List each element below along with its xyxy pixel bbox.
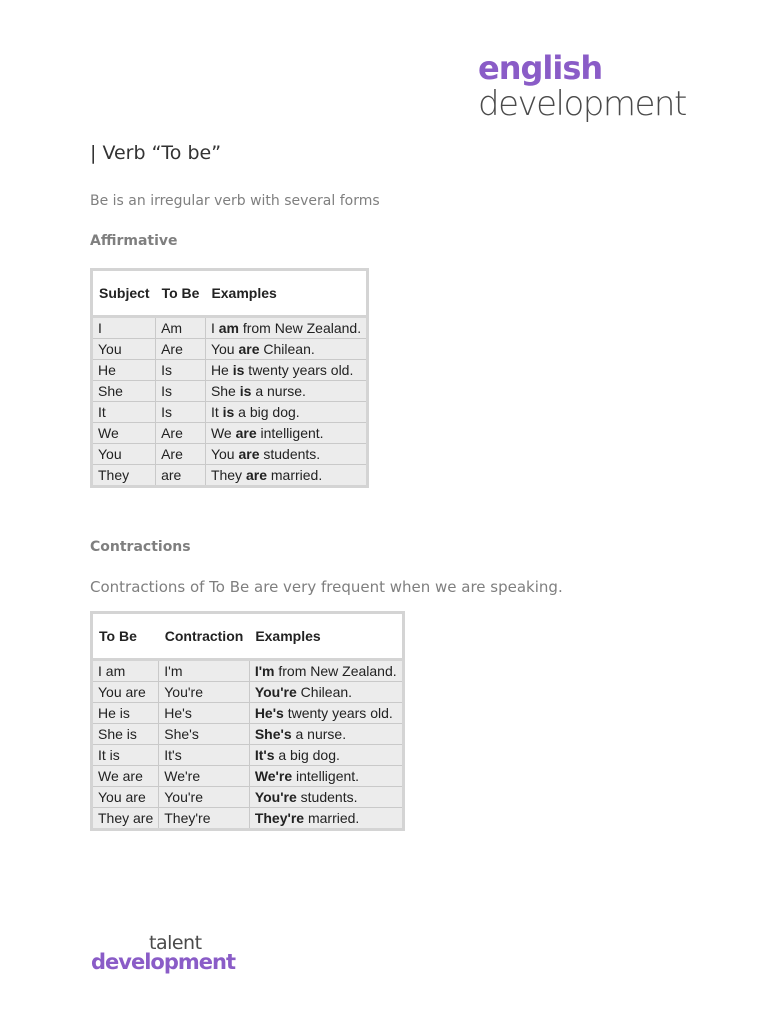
cell-example: [205, 402, 367, 423]
example-contraction: He's: [254, 705, 284, 721]
page-title: | Verb “To be”: [90, 142, 222, 164]
example-verb: are: [235, 425, 257, 441]
table-header-row: [92, 613, 404, 660]
cell-contraction: You're: [159, 682, 250, 703]
table-row: [92, 465, 368, 487]
column-header-examples: Examples: [205, 270, 367, 317]
cell-tobe: You are: [92, 682, 159, 703]
cell-contraction: He's: [159, 703, 250, 724]
example-text: from New Zealand.: [238, 320, 362, 336]
example-text: a nurse.: [291, 726, 347, 742]
logo-line-development: development: [478, 84, 686, 124]
column-header-examples: Examples: [249, 613, 403, 660]
cell-tobe: are: [156, 465, 206, 487]
cell-example: [205, 381, 367, 402]
contractions-table: [90, 611, 405, 831]
talent-development-logo: [91, 932, 235, 982]
example-text: married.: [266, 467, 323, 483]
table-row: [92, 766, 404, 787]
example-contraction: You're: [254, 789, 297, 805]
cell-tobe: Are: [156, 339, 206, 360]
example-text: from New Zealand.: [274, 663, 397, 679]
example-verb: is: [232, 362, 245, 378]
column-header-subject: Subject: [92, 270, 156, 317]
cell-example: [205, 465, 367, 487]
example-text: You: [210, 446, 239, 462]
cell-tobe: I am: [92, 660, 159, 682]
table-row: [92, 787, 404, 808]
cell-subject: They: [92, 465, 156, 487]
cell-subject: He: [92, 360, 156, 381]
example-contraction: I'm: [254, 663, 275, 679]
cell-tobe: We are: [92, 766, 159, 787]
example-text: twenty years old.: [283, 705, 393, 721]
example-verb: is: [222, 404, 235, 420]
cell-subject: You: [92, 444, 156, 465]
cell-tobe: It is: [92, 745, 159, 766]
cell-example: [249, 682, 403, 703]
cell-subject: She: [92, 381, 156, 402]
table-row: [92, 381, 368, 402]
table-row: [92, 339, 368, 360]
affirmative-table: [90, 268, 369, 488]
cell-tobe: She is: [92, 724, 159, 745]
table-row: [92, 402, 368, 423]
cell-tobe: Am: [156, 317, 206, 339]
example-text: a big dog.: [234, 404, 300, 420]
column-header-tobe: To Be: [156, 270, 206, 317]
table-row: [92, 682, 404, 703]
cell-subject: I: [92, 317, 156, 339]
cell-example: [205, 444, 367, 465]
example-contraction: It's: [254, 747, 275, 763]
table-row: [92, 444, 368, 465]
section-heading-contractions: Contractions: [90, 539, 191, 555]
cell-tobe: They are: [92, 808, 159, 830]
cell-tobe: He is: [92, 703, 159, 724]
logo-line-development: development: [91, 950, 235, 974]
cell-tobe: Is: [156, 402, 206, 423]
example-text: twenty years old.: [244, 362, 354, 378]
table-row: [92, 360, 368, 381]
example-contraction: She's: [254, 726, 292, 742]
english-development-logo: [478, 49, 686, 130]
example-verb: are: [245, 467, 267, 483]
cell-example: [205, 317, 367, 339]
cell-example: [249, 745, 403, 766]
example-text: Chilean.: [296, 684, 353, 700]
logo-line-talent: talent: [149, 932, 202, 954]
cell-contraction: She's: [159, 724, 250, 745]
cell-tobe: Is: [156, 381, 206, 402]
cell-example: [249, 766, 403, 787]
cell-example: [249, 660, 403, 682]
example-text: He: [210, 362, 233, 378]
table-row: [92, 724, 404, 745]
cell-tobe: You are: [92, 787, 159, 808]
cell-contraction: You're: [159, 787, 250, 808]
cell-contraction: It's: [159, 745, 250, 766]
cell-contraction: I'm: [159, 660, 250, 682]
table-row: [92, 808, 404, 830]
cell-example: [205, 339, 367, 360]
example-contraction: You're: [254, 684, 297, 700]
example-text: I: [210, 320, 219, 336]
example-text: students.: [296, 789, 358, 805]
example-text: intelligent.: [292, 768, 360, 784]
contractions-intro-text: Contractions of To Be are very frequent when we are speaking.: [90, 578, 563, 596]
cell-contraction: We're: [159, 766, 250, 787]
table-row: [92, 660, 404, 682]
example-text: We: [210, 425, 236, 441]
intro-text: Be is an irregular verb with several forms: [90, 193, 380, 209]
example-verb: is: [239, 383, 252, 399]
section-heading-affirmative: Affirmative: [90, 233, 178, 249]
table-row: [92, 317, 368, 339]
column-header-contraction: Contraction: [159, 613, 250, 660]
cell-example: [249, 787, 403, 808]
cell-contraction: They're: [159, 808, 250, 830]
example-text: a nurse.: [251, 383, 306, 399]
example-text: intelligent.: [256, 425, 324, 441]
example-text: You: [210, 341, 239, 357]
table-row: [92, 423, 368, 444]
cell-subject: We: [92, 423, 156, 444]
example-verb: am: [218, 320, 239, 336]
cell-example: [249, 703, 403, 724]
example-text: She: [210, 383, 240, 399]
cell-tobe: Is: [156, 360, 206, 381]
cell-tobe: Are: [156, 423, 206, 444]
example-text: They: [210, 467, 246, 483]
example-text: students.: [259, 446, 321, 462]
table-row: [92, 703, 404, 724]
cell-tobe: Are: [156, 444, 206, 465]
cell-subject: You: [92, 339, 156, 360]
cell-example: [205, 423, 367, 444]
cell-example: [205, 360, 367, 381]
example-contraction: We're: [254, 768, 293, 784]
cell-example: [249, 724, 403, 745]
column-header-tobe: To Be: [92, 613, 159, 660]
example-text: a big dog.: [274, 747, 340, 763]
example-verb: are: [238, 341, 260, 357]
example-text: It: [210, 404, 223, 420]
cell-example: [249, 808, 403, 830]
logo-line-english: english: [478, 49, 603, 87]
table-row: [92, 745, 404, 766]
example-text: Chilean.: [259, 341, 315, 357]
table-header-row: [92, 270, 368, 317]
example-contraction: They're: [254, 810, 305, 826]
example-text: married.: [304, 810, 360, 826]
example-verb: are: [238, 446, 260, 462]
cell-subject: It: [92, 402, 156, 423]
